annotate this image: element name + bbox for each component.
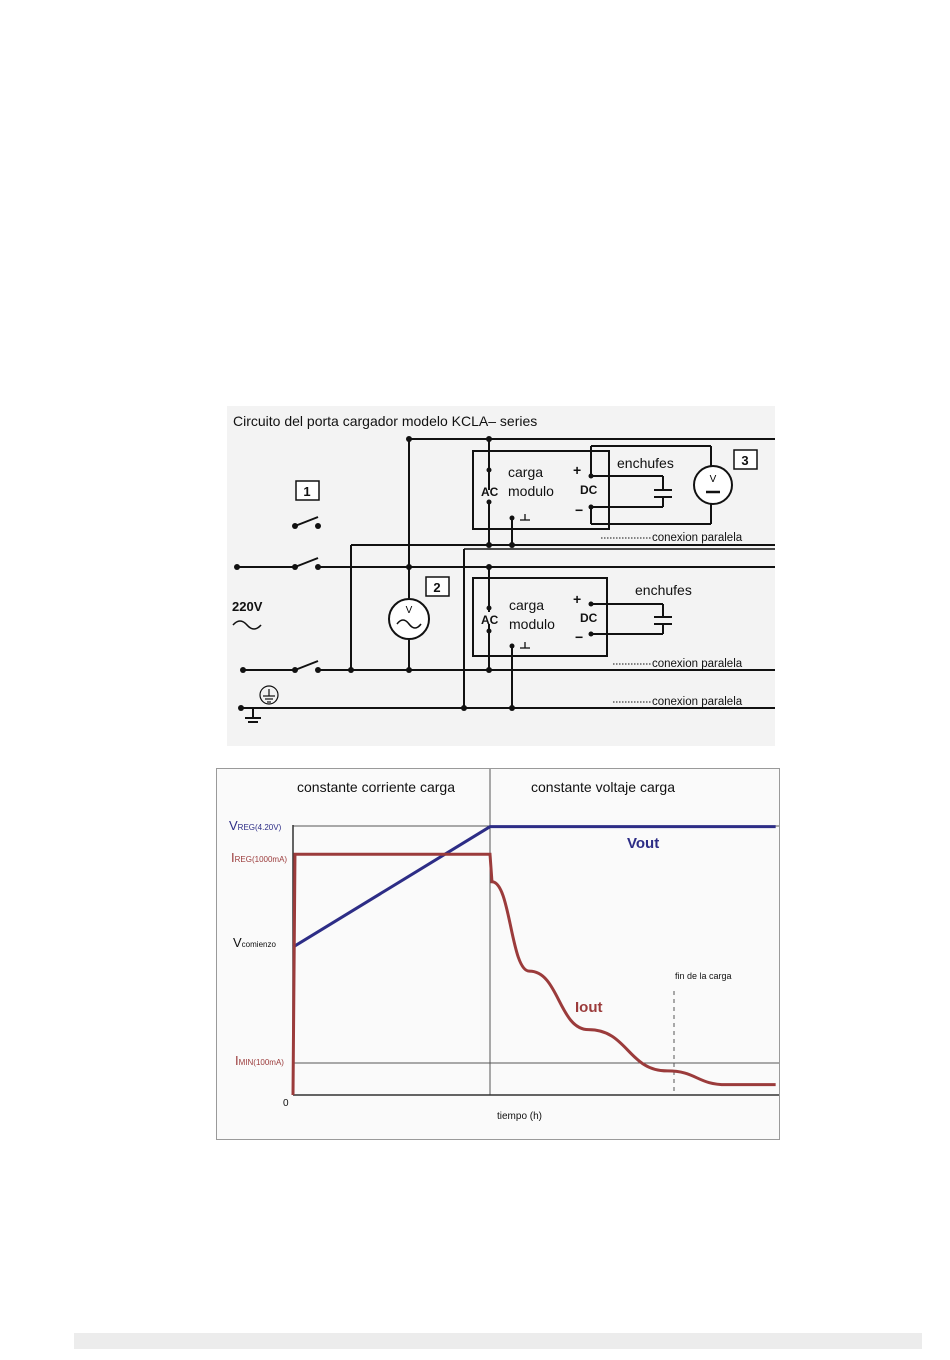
end-of-charge-label: fin de la carga	[675, 971, 732, 981]
module-2-minus: −	[575, 629, 584, 645]
module-2-ac: AC	[481, 613, 499, 627]
phase-cc-label: constante corriente carga	[297, 779, 455, 795]
module-1-carga: carga	[508, 464, 544, 480]
earth-icon	[260, 686, 278, 704]
parallel-leaders	[601, 538, 651, 702]
voltmeter-icon	[694, 466, 732, 504]
supply-label: 220V	[232, 599, 263, 614]
module-1-dc: DC	[580, 483, 598, 497]
module-2-enchufes: enchufes	[635, 582, 692, 598]
chart-svg	[217, 769, 779, 1139]
voltmeter-symbol: V	[709, 474, 717, 485]
parallel-label-3: conexion paralela	[652, 696, 743, 708]
page-footer-bar	[74, 1333, 922, 1349]
module-1-minus: −	[575, 502, 584, 518]
module-1-enchufes: enchufes	[617, 455, 674, 471]
vout-label: Vout	[627, 835, 660, 852]
iout-label: Iout	[575, 999, 603, 1016]
circuit-title: Circuito del porta cargador modelo KCLA– series	[233, 413, 538, 429]
module-1-ac: AC	[481, 485, 499, 499]
series-line-vout	[293, 827, 776, 947]
module-2-carga: carga	[509, 597, 545, 613]
parallel-label-1: conexion paralela	[652, 532, 743, 544]
marker-1: 1	[303, 484, 311, 499]
imin-label: IMIN(100mA)	[235, 1053, 284, 1068]
marker-2: 2	[433, 580, 441, 595]
zero-label: 0	[283, 1098, 289, 1109]
module-2-plus: +	[573, 591, 582, 607]
circuit-svg	[227, 406, 775, 746]
parallel-label-2: conexion paralela	[652, 658, 743, 670]
ac-tilde-icon	[233, 621, 261, 629]
marker-3: 3	[741, 453, 749, 468]
chart-series	[293, 827, 776, 1095]
chart-guides	[293, 769, 779, 1095]
module-1-plus: +	[573, 462, 582, 478]
x-axis-label: tiempo (h)	[497, 1111, 543, 1122]
circuit-diagram	[227, 406, 775, 746]
ireg-label: IREG(1000mA)	[231, 850, 288, 865]
module-2-dc: DC	[580, 611, 598, 625]
charge-profile-chart	[216, 768, 780, 1140]
ac-source-symbol: V	[405, 605, 413, 616]
vreg-label: VREG(4.20V)	[229, 818, 282, 833]
module-1-modulo: modulo	[508, 483, 554, 499]
phase-cv-label: constante voltaje carga	[531, 779, 675, 795]
module-2-modulo: modulo	[509, 616, 555, 632]
vstart-label: Vcomienzo	[233, 935, 276, 950]
